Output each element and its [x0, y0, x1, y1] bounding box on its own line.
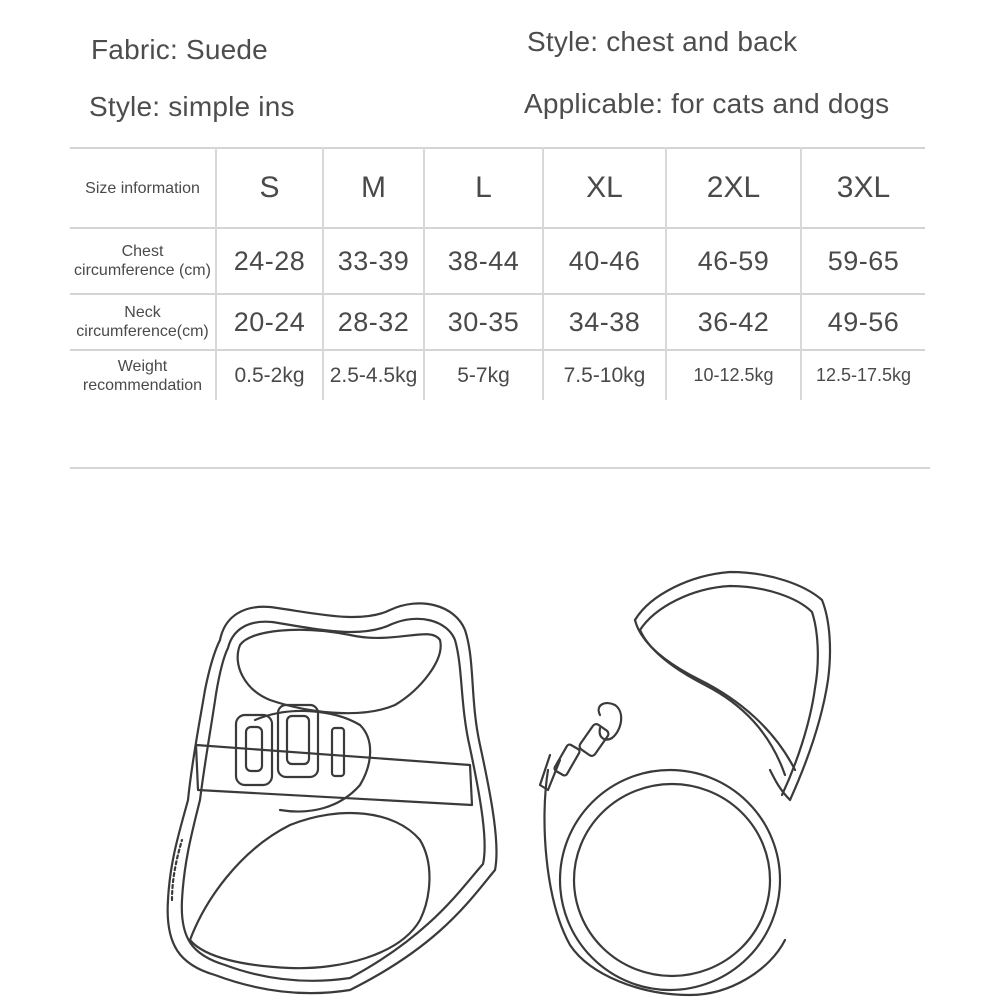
weight-m: 2.5-4.5kg: [323, 350, 424, 400]
neck-3xl: 49-56: [801, 294, 925, 350]
chest-m: 33-39: [323, 228, 424, 294]
size-2xl: 2XL: [666, 148, 801, 228]
neck-label: [70, 294, 216, 350]
weight-label-line2: recommendation: [82, 376, 203, 394]
size-xl: XL: [543, 148, 666, 228]
chest-l: 38-44: [424, 228, 543, 294]
weight-3xl: 12.5-17.5kg: [801, 350, 925, 400]
spec-fabric: Fabric: Suede: [91, 34, 268, 65]
weight-label-line1: Weight: [117, 357, 168, 375]
weight-row: [70, 350, 925, 400]
neck-m: 28-32: [323, 294, 424, 350]
weight-2xl: 10-12.5kg: [666, 350, 801, 400]
weight-l: 5-7kg: [424, 350, 543, 400]
spec-style-right: Style: chest and back: [527, 26, 798, 57]
size-3xl: 3XL: [801, 148, 925, 228]
size-s: S: [216, 148, 323, 228]
spec-style-left: Style: simple ins: [89, 91, 295, 122]
spec-applicable: Applicable: for cats and dogs: [524, 88, 890, 119]
section-divider: [70, 467, 930, 469]
chest-s: 24-28: [216, 228, 323, 294]
chest-row: [70, 228, 925, 294]
size-information-label: Size information: [85, 179, 200, 197]
size-table: [70, 147, 925, 400]
leash-icon: [540, 572, 830, 995]
chest-xl: 40-46: [543, 228, 666, 294]
product-illustration: [0, 540, 1000, 1000]
neck-label-line1: Neck: [124, 304, 161, 321]
neck-row: [70, 294, 925, 350]
chest-2xl: 46-59: [666, 228, 801, 294]
size-m: M: [323, 148, 424, 228]
weight-xl: 7.5-10kg: [543, 350, 666, 400]
chest-label-line2: circumference (cm): [74, 262, 211, 279]
neck-label-line2: circumference(cm): [76, 323, 209, 340]
size-header-row: [70, 148, 925, 228]
harness-vest-icon: [168, 603, 497, 993]
size-l: L: [424, 148, 543, 228]
chest-3xl: 59-65: [801, 228, 925, 294]
chest-label-line1: Chest: [121, 243, 164, 260]
neck-2xl: 36-42: [666, 294, 801, 350]
chest-label: [70, 228, 216, 294]
weight-label: [70, 350, 216, 400]
neck-xl: 34-38: [543, 294, 666, 350]
neck-s: 20-24: [216, 294, 323, 350]
weight-s: 0.5-2kg: [216, 350, 323, 400]
neck-l: 30-35: [424, 294, 543, 350]
